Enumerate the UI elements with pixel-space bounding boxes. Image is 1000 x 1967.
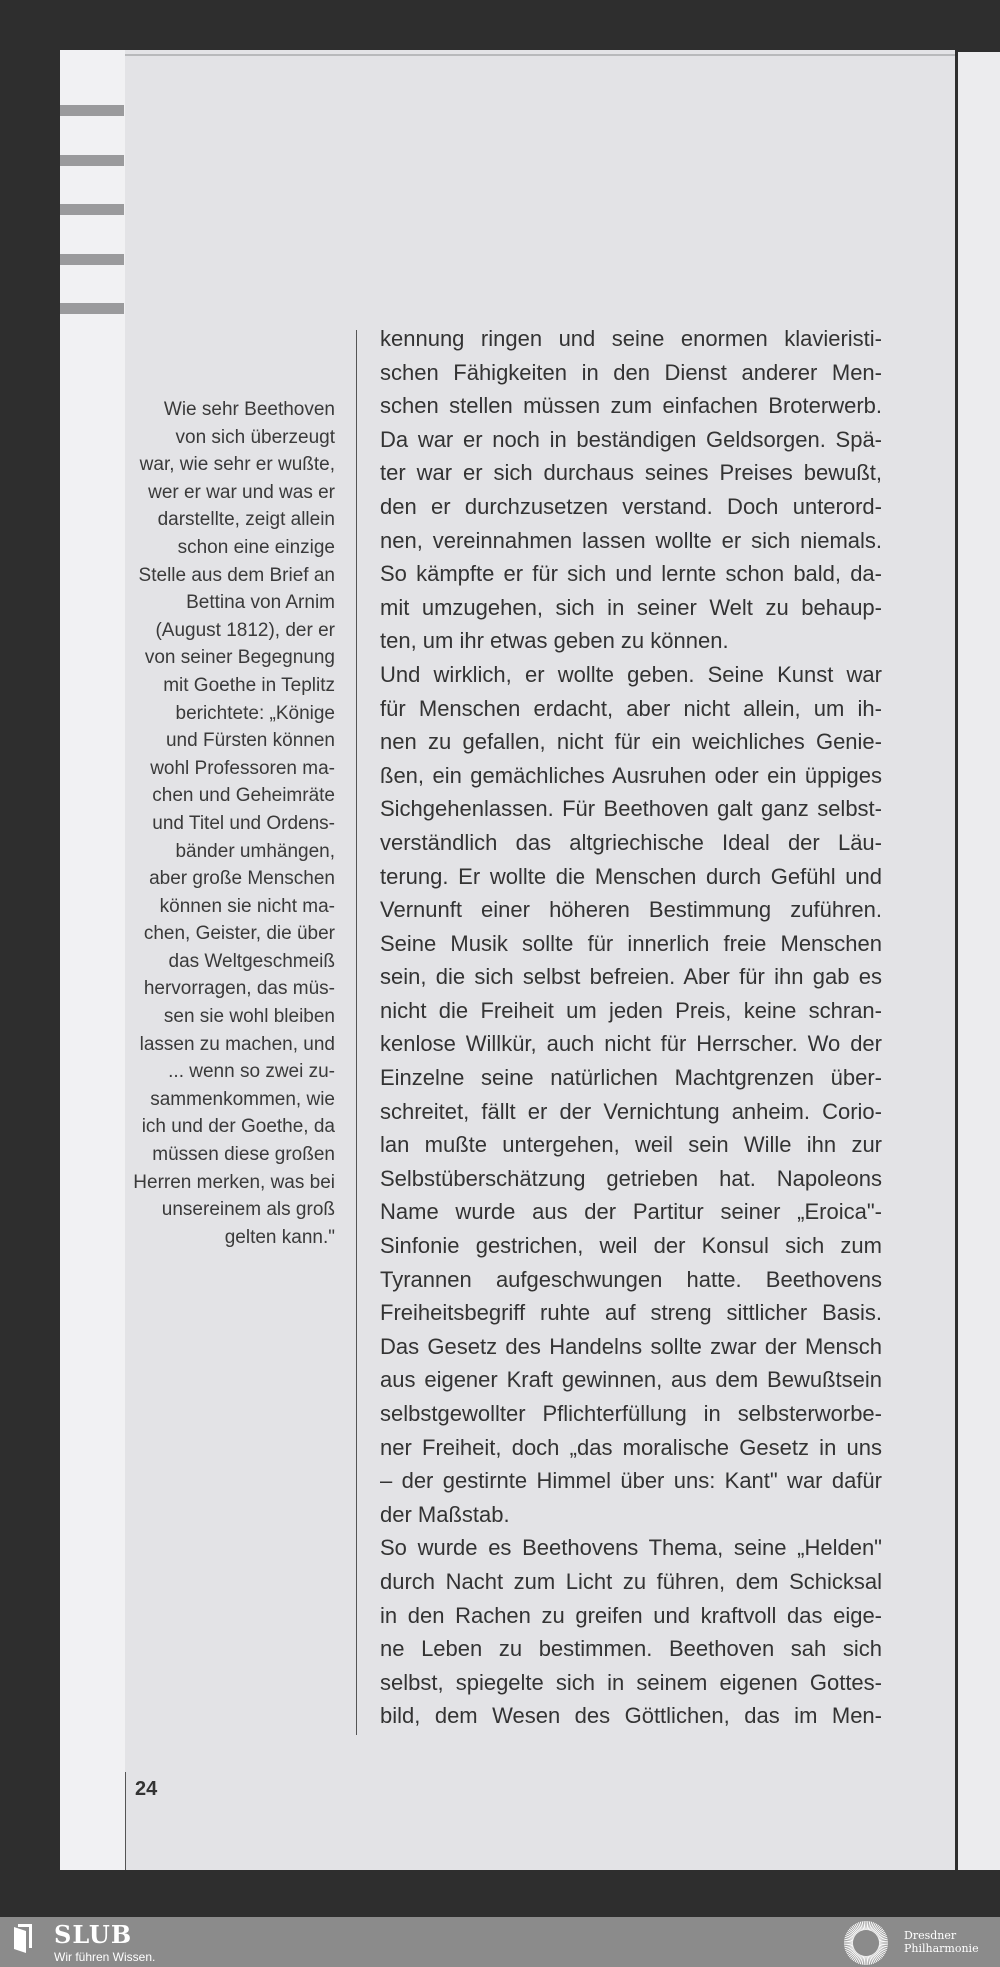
quote-line-text: unsereinem als groß <box>161 1199 335 1221</box>
quote-line-text: Bettina von Arnim <box>186 592 335 614</box>
text-line <box>380 960 882 994</box>
line-text: ner Freiheit, doch „das moralische Gesetz in uns <box>380 1434 882 1460</box>
sidebar-quote-line <box>130 782 335 810</box>
partner-name-line1: Dresdner <box>904 1929 957 1942</box>
line-text: Sinfonie gestrichen, weil der Konsul sich zum <box>380 1233 882 1259</box>
text-line <box>380 1599 882 1633</box>
text-line <box>380 389 882 423</box>
margin-tab-marker <box>60 105 124 116</box>
line-text: Und wirklich, er wollte geben. Seine Kunst war <box>380 661 882 687</box>
sidebar-quote-line <box>130 672 335 700</box>
line-text: bild, dem Wesen des Göttlichen, das im Men- <box>380 1703 882 1729</box>
sidebar-quote <box>130 396 335 1251</box>
adjacent-page-edge <box>958 52 1000 1870</box>
line-text: für Menschen erdacht, aber nicht allein, um ih- <box>380 695 882 721</box>
text-line <box>380 456 882 490</box>
sidebar-quote-line <box>130 506 335 534</box>
line-text: ne Leben zu bestimmen. Beethoven sah sich <box>380 1636 882 1662</box>
quote-line-text: wer er war und was er <box>148 481 335 503</box>
slub-logo-text[interactable]: SLUB <box>54 1920 133 1949</box>
philharmonie-sunburst-icon <box>842 1919 890 1967</box>
line-text: sein, die sich selbst befreien. Aber für ihn gab es <box>380 964 882 990</box>
line-text: ßen, ein gemächliches Ausruhen oder ein üppiges <box>380 762 882 788</box>
text-line <box>380 658 882 692</box>
text-line <box>380 860 882 894</box>
line-text: Sichgehenlassen. Für Beethoven galt ganz selbst- <box>380 796 882 822</box>
sidebar-quote-line <box>130 479 335 507</box>
quote-line-text: Wie sehr Beethoven <box>163 399 335 420</box>
text-line <box>380 1128 882 1162</box>
sidebar-quote-line <box>130 1113 335 1141</box>
line-text: nen, vereinnahmen lassen wollte er sich niemals. <box>380 527 882 553</box>
text-line <box>380 1296 882 1330</box>
line-text: selbstgewollter Pflichterfüllung in selbsterworbe- <box>380 1401 882 1426</box>
line-text: Vernunft einer höheren Bestimmung zuführen. <box>380 897 882 923</box>
line-text: verständlich das altgriechische Ideal der Läu- <box>380 829 882 855</box>
line-text: ten, um ihr etwas geben zu können. <box>380 628 729 654</box>
quote-line-text: schon eine einzige <box>177 536 335 558</box>
text-line <box>380 692 882 726</box>
line-text: Freiheitsbegriff ruhte auf streng sittlicher Basis. <box>380 1300 882 1326</box>
line-text: Selbstüberschätzung getrieben hat. Napoleons <box>380 1165 882 1191</box>
sidebar-quote-line <box>130 1003 335 1031</box>
text-line <box>380 1095 882 1129</box>
text-line <box>380 322 882 356</box>
line-text: mit umzugehen, sich in seiner Welt zu behaup- <box>380 594 882 620</box>
sidebar-quote-line <box>130 1086 335 1114</box>
quote-line-text: von seiner Begegnung <box>144 647 335 669</box>
line-text: – der gestirnte Himmel über uns: Kant" war dafür <box>380 1468 882 1494</box>
text-line <box>380 490 882 524</box>
line-text: nen zu gefallen, nicht für ein weichliches Genie- <box>380 729 882 755</box>
quote-line-text: gelten kann." <box>224 1226 335 1248</box>
quote-line-text: wohl Professoren ma- <box>150 757 335 779</box>
quote-line-text: war, wie sehr er wußte, <box>139 454 335 476</box>
sidebar-quote-line <box>130 1141 335 1169</box>
sidebar-quote-line <box>130 865 335 893</box>
quote-line-text: Stelle aus dem Brief an <box>138 564 335 586</box>
partner-name-line2: Philharmonie <box>904 1942 979 1955</box>
quote-line-text: das Weltgeschmeiß <box>168 950 335 972</box>
line-text: selbst, spiegelte sich in seinem eigenen Gottes- <box>380 1669 882 1695</box>
sidebar-quote-line <box>130 562 335 590</box>
sidebar-quote-line <box>130 1196 335 1224</box>
text-line <box>380 1263 882 1297</box>
line-text: kennung ringen und seine enormen klavieristi- <box>380 326 882 351</box>
line-text: Name wurde aus der Partitur seiner „Eroica"- <box>380 1199 882 1225</box>
column-divider <box>356 330 357 1735</box>
page-number: 24 <box>135 1778 158 1800</box>
margin-tab-marker <box>60 254 124 265</box>
quote-line-text: aber große Menschen <box>149 868 335 890</box>
quote-line-text: bänder umhängen, <box>175 840 335 862</box>
text-line <box>380 893 882 927</box>
sidebar-quote-line <box>130 975 335 1003</box>
line-text: Da war er noch in beständigen Geldsorgen. Spä- <box>380 426 882 452</box>
sidebar-quote-line <box>130 948 335 976</box>
text-line <box>380 826 882 860</box>
quote-line-text: chen, Geister, die über <box>143 923 335 945</box>
text-line <box>380 1061 882 1095</box>
quote-line-text: ... wenn so zwei zu- <box>168 1061 335 1083</box>
slub-tagline: Wir führen Wissen. <box>54 1950 156 1964</box>
sidebar-quote-line <box>130 755 335 783</box>
sidebar-quote-line <box>130 451 335 479</box>
text-line <box>380 1397 882 1431</box>
text-line <box>380 1464 882 1498</box>
text-line <box>380 1027 882 1061</box>
slub-book-icon <box>12 1923 38 1953</box>
line-text: ter war er sich durchaus seines Preises bewußt, <box>380 460 882 486</box>
quote-line-text: (August 1812), der er <box>155 619 335 641</box>
text-line <box>380 725 882 759</box>
text-line <box>380 591 882 625</box>
sidebar-quote-line <box>130 589 335 617</box>
text-line <box>380 1162 882 1196</box>
line-text: schreitet, fällt er der Vernichtung anheim. Corio- <box>380 1098 882 1124</box>
quote-line-text: können sie nicht ma- <box>159 895 335 917</box>
line-text: So wurde es Beethovens Thema, seine „Helden" <box>380 1535 882 1561</box>
quote-line-text: ich und der Goethe, da <box>141 1116 335 1138</box>
partner-name[interactable] <box>904 1929 979 1955</box>
line-text: aus eigener Kraft gewinnen, aus dem Bewußtsein <box>380 1367 882 1393</box>
margin-tab-marker <box>60 204 124 215</box>
quote-line-text: und Titel und Ordens- <box>152 812 335 834</box>
sidebar-quote-line <box>130 1058 335 1086</box>
quote-line-text: müssen diese großen <box>152 1144 335 1166</box>
text-line <box>380 994 882 1028</box>
line-text: Das Gesetz des Handelns sollte zwar der Mensch <box>380 1333 882 1359</box>
quote-line-text: mit Goethe in Teplitz <box>163 674 335 696</box>
sidebar-quote-line <box>130 700 335 728</box>
text-line <box>380 1498 882 1532</box>
text-line <box>380 356 882 390</box>
quote-line-text: chen und Geheimräte <box>152 785 335 807</box>
page-number-rule <box>125 1772 126 1870</box>
text-line <box>380 1229 882 1263</box>
text-line <box>380 1363 882 1397</box>
viewer-footer <box>0 1917 1000 1967</box>
line-text: Seine Musik sollte für innerlich freie Menschen <box>380 930 882 956</box>
sidebar-quote-line <box>130 396 335 424</box>
sidebar-quote-line <box>130 424 335 452</box>
line-text: nicht die Freiheit um jeden Preis, keine schran- <box>380 997 882 1023</box>
quote-line-text: lassen zu machen, und <box>139 1033 335 1055</box>
line-text: in den Rachen zu greifen und kraftvoll das eige- <box>380 1602 882 1628</box>
text-line <box>380 1632 882 1666</box>
text-line <box>380 1565 882 1599</box>
quote-line-text: berichtete: „Könige <box>175 702 335 724</box>
margin-tab-marker <box>60 303 124 314</box>
line-text: schen stellen müssen zum einfachen Broterwerb. <box>380 393 882 419</box>
text-line <box>380 557 882 591</box>
line-text: der Maßstab. <box>380 1501 510 1527</box>
text-line <box>380 1330 882 1364</box>
quote-line-text: darstellte, zeigt allein <box>157 509 335 531</box>
page-margin-strip <box>60 50 125 1870</box>
sidebar-quote-line <box>130 893 335 921</box>
text-line <box>380 423 882 457</box>
sidebar-quote-line <box>130 1031 335 1059</box>
line-text: Tyrannen aufgeschwungen hatte. Beethovens <box>380 1266 882 1292</box>
line-text: durch Nacht zum Licht zu führen, dem Schicksal <box>380 1568 882 1594</box>
line-text: den er durchzusetzen verstand. Doch unterord- <box>380 493 882 519</box>
sidebar-quote-line <box>130 644 335 672</box>
line-text: Einzelne seine natürlichen Machtgrenzen über- <box>380 1065 882 1091</box>
text-line <box>380 524 882 558</box>
line-text: terung. Er wollte die Menschen durch Gefühl und <box>380 863 882 889</box>
text-line <box>380 1431 882 1465</box>
main-text-column <box>380 322 882 1733</box>
sidebar-quote-line <box>130 920 335 948</box>
sidebar-quote-line <box>130 534 335 562</box>
text-line <box>380 1531 882 1565</box>
sidebar-quote-line <box>130 1169 335 1197</box>
text-line <box>380 759 882 793</box>
text-line <box>380 792 882 826</box>
text-line <box>380 1666 882 1700</box>
line-text: So kämpfte er für sich und lernte schon bald, da- <box>380 561 882 587</box>
quote-line-text: hervorragen, das müs- <box>143 978 335 1000</box>
quote-line-text: Herren merken, was bei <box>133 1171 335 1193</box>
sidebar-quote-line <box>130 727 335 755</box>
text-line <box>380 927 882 961</box>
margin-tab-marker <box>60 155 124 166</box>
line-text: schen Fähigkeiten in den Dienst anderer Men- <box>380 359 882 385</box>
sidebar-quote-line <box>130 838 335 866</box>
sidebar-quote-line <box>130 1224 335 1252</box>
top-rule <box>125 54 955 56</box>
quote-line-text: von sich überzeugt <box>175 426 335 448</box>
text-line <box>380 624 882 658</box>
text-line <box>380 1699 882 1733</box>
sidebar-quote-line <box>130 810 335 838</box>
line-text: lan mußte untergehen, weil sein Wille ihn zur <box>380 1132 882 1158</box>
sidebar-quote-line <box>130 617 335 645</box>
quote-line-text: sammenkommen, wie <box>150 1088 335 1110</box>
quote-line-text: und Fürsten können <box>165 730 335 752</box>
quote-line-text: sen sie wohl bleiben <box>163 1006 335 1028</box>
text-line <box>380 1195 882 1229</box>
line-text: kenlose Willkür, auch nicht für Herrscher. Wo der <box>380 1031 882 1057</box>
